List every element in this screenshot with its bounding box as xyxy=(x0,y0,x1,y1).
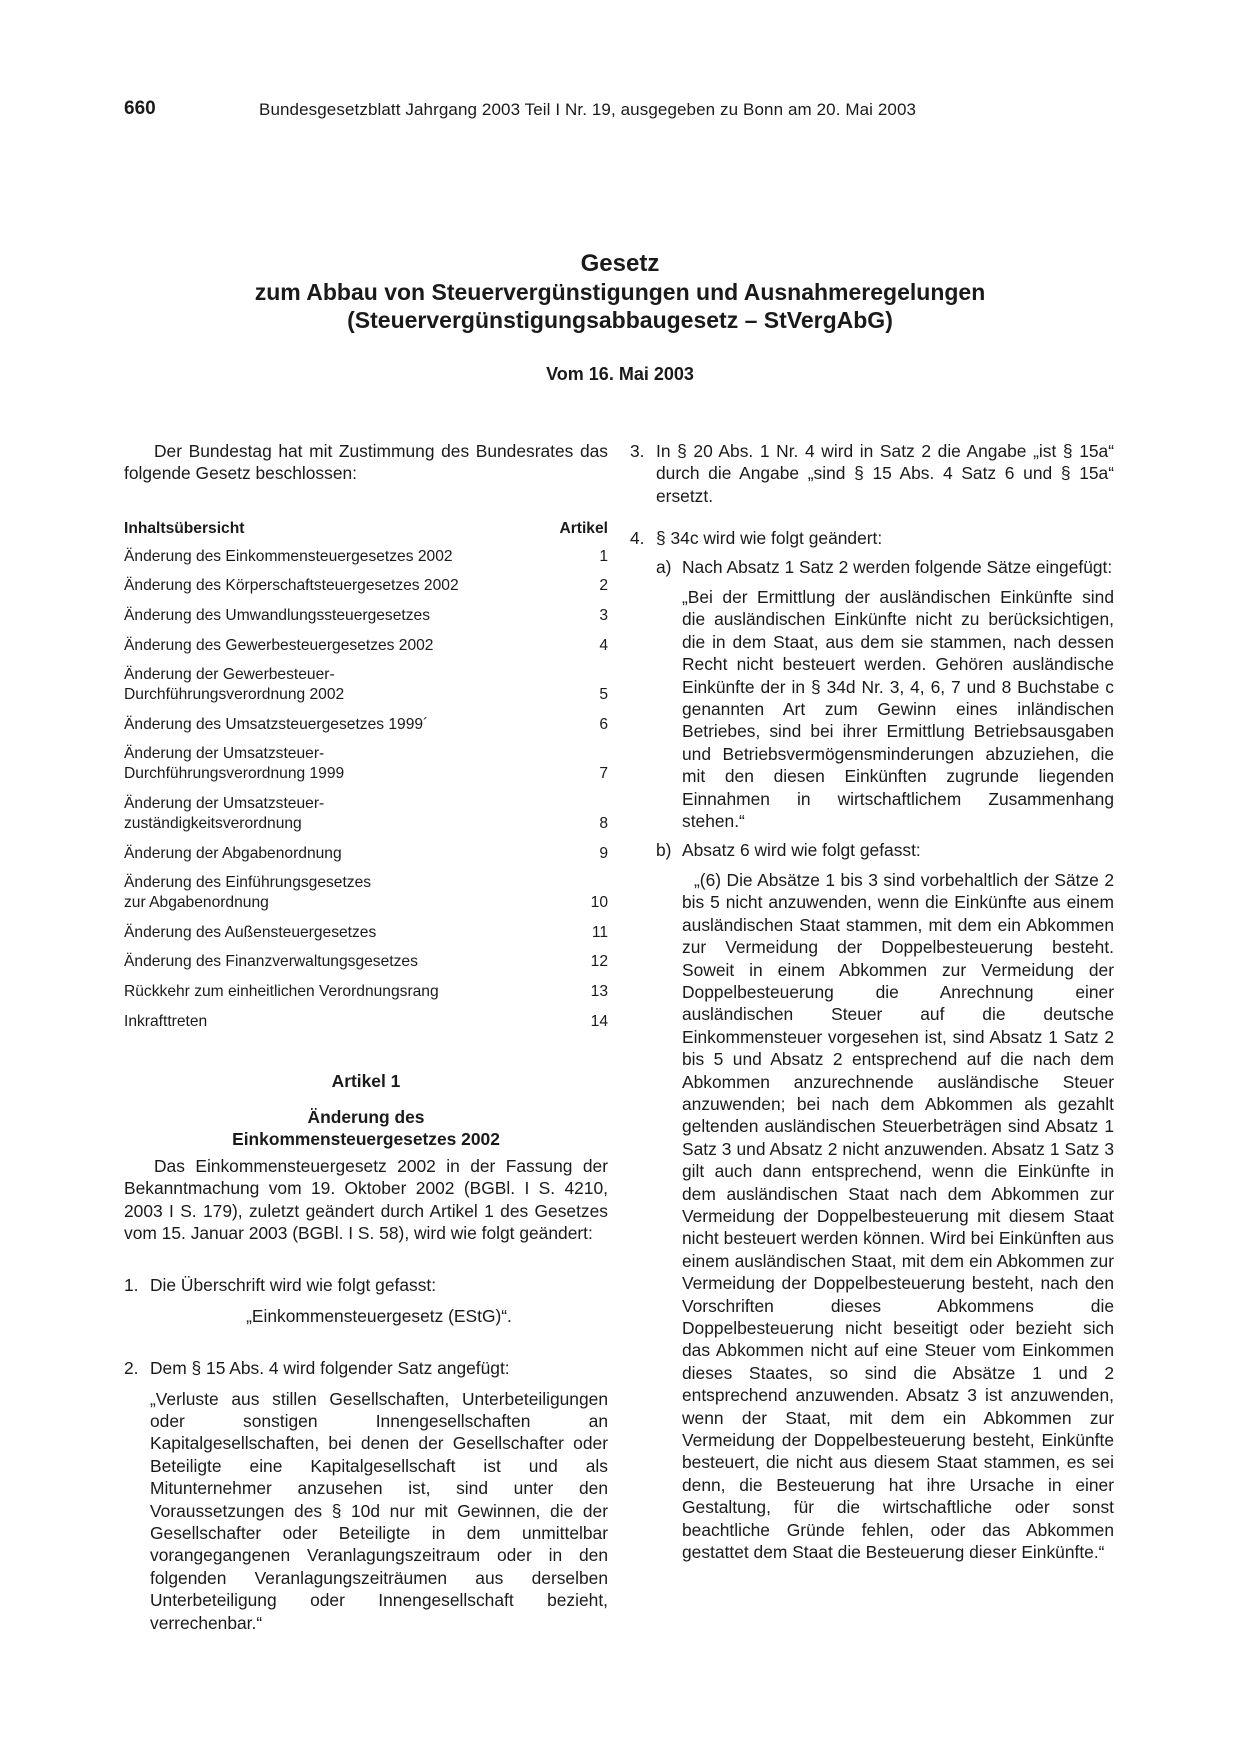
list-item xyxy=(124,1357,608,1634)
toc-row xyxy=(124,1012,608,1032)
sub-item-quote: „(6) Die Absätze 1 bis 3 sind vorbehaltlich der Sätze 2 bis 5 nicht anzuwenden, wenn die Einkünfte aus einem ausländischen Staat stammen, mit dem ein Abkommen zur Vermeidung der Doppelbesteuerung besteht. Soweit in einem Abkommen zur Vermeidung der Doppelbesteuerung die Anrechnung einer ausländischen Steuer auf die deutsche Einkommensteuer vorgesehen ist, sind Absatz 1 Satz 2 bis 5 und Absatz 2 entsprechend auf die nach dem Abkommen anzurechnende ausländische Steuer anzuwenden; bei nach dem Abkommen als gezahlt geltenden ausländischen Steuerbeträgen sind Absatz 1 Satz 3 und Absatz 2 nicht anzuwenden. Absatz 1 Satz 3 gilt auch dann entsprechend, wenn die Einkünfte in dem ausländischen Staat nach dem Abkommen zur Vermeidung der Doppelbesteuerung mit diesem Staat nicht besteuert werden können. Wird bei Einkünften aus einem ausländischen Staat, mit dem ein Abkommen zur Vermeidung der Doppelbesteuerung besteht, nach den Vorschriften dieses Abkommens die Doppelbesteuerung nicht beseitigt oder bezieht sich das Abkommen nicht auf eine Steuer vom Einkommen dieses Staates, so sind die Absätze 1 und 2 entsprechend anzuwenden. Absatz 3 ist anzuwenden, wenn der Staat, mit dem ein Abkommen zur Vermeidung der Doppelbesteuerung besteht, Einkünfte besteuert, die nicht aus diesem Staat stammen, es sei denn, die Besteuerung hat ihre Ursache in einer Gestaltung, für die wirtschaftliche oder sonst beachtliche Gründe fehlen, oder das Abkommen gestattet dem Staat die Besteuerung dieser Einkünfte.“ xyxy=(682,869,1114,1563)
toc-row xyxy=(124,873,608,913)
toc-label: Änderung des Finanzverwaltungsgesetzes xyxy=(124,953,418,971)
title-line-1: Gesetz xyxy=(580,250,660,277)
title-line-3: (Steuervergünstigungsabbaugesetz – StVergAbG) xyxy=(347,307,893,333)
toc-number: 13 xyxy=(590,982,608,1000)
item-marker: 2. xyxy=(124,1358,139,1379)
toc-label: Änderung der Umsatzsteuer-Durchführungsverordnung 1999 xyxy=(124,745,345,783)
sub-item-marker: a) xyxy=(656,556,672,577)
toc-label: Änderung des Umsatzsteuergesetzes 1999´ xyxy=(124,715,429,733)
preamble: Der Bundestag hat mit Zustimmung des Bundesrates das folgende Gesetz beschlossen: xyxy=(124,441,608,484)
item-text: In § 20 Abs. 1 Nr. 4 wird in Satz 2 die Angabe „ist § 15a“ durch die Angabe „sind § 15 Abs. 4 Satz 6 und § 15a“ ersetzt. xyxy=(656,441,1114,506)
toc-header xyxy=(124,519,608,539)
toc-row xyxy=(124,547,608,567)
toc-number: 12 xyxy=(590,953,608,971)
toc-row xyxy=(124,715,608,735)
right-column xyxy=(630,440,1114,1564)
toc-number: 8 xyxy=(599,814,608,832)
toc-label: Änderung des Gewerbesteuergesetzes 2002 xyxy=(124,636,434,654)
item-quote: „Verluste aus stillen Gesellschaften, Unterbeteiligungen oder sonstigen Innengesellschaften an Kapitalgesellschaften, bei denen der Gesellschafter oder Beteiligte eine Kapitalgesellschaft ist und als Mitunternehmer anzusehen ist, sind unter den Voraussetzungen des § 10d nur mit Gewinnen, die der Gesellschafter oder Beteiligte in dem unmittelbar vorangegangenen Veranlagungszeitraum oder in den folgenden Veranlagungszeiträumen aus derselben Unterbeteiligung oder Innengesellschaft bezieht, verrechenbar.“ xyxy=(150,1388,608,1633)
list-item xyxy=(124,1274,608,1327)
article-heading xyxy=(124,1070,608,1151)
article-intro: Das Einkommensteuergesetz 2002 in der Fassung der Bekanntmachung vom 19. Oktober 2002 (BGBl. I S. 4210, 2003 I S. 179), zuletzt geändert durch Artikel 1 des Gesetzes vom 15. Januar 2003 (BGBl. I S. 58), wird wie folgt geändert: xyxy=(124,1155,608,1243)
item-marker: 4. xyxy=(630,528,645,549)
toc-heading-right: Artikel xyxy=(559,519,608,537)
item-marker: 3. xyxy=(630,441,645,461)
toc-row xyxy=(124,744,608,784)
item-quote: „Einkommensteuergesetz (EStG)“. xyxy=(246,1305,512,1326)
toc-number: 14 xyxy=(590,1012,608,1030)
item-text: § 34c wird wie folgt geändert: xyxy=(656,528,883,549)
toc-row xyxy=(124,665,608,705)
sub-item-text: Nach Absatz 1 Satz 2 werden folgende Sätze eingefügt: xyxy=(682,556,1113,577)
toc-number: 3 xyxy=(599,607,608,624)
toc-row xyxy=(124,576,608,596)
item-marker: 1. xyxy=(124,1275,139,1296)
toc-row xyxy=(124,982,608,1002)
toc-row xyxy=(124,923,608,943)
toc-label: Änderung des Außensteuergesetzes xyxy=(124,923,377,941)
toc-number: 9 xyxy=(599,844,608,862)
sub-list-item xyxy=(656,839,1114,1564)
list-item xyxy=(630,440,1114,507)
toc-row xyxy=(124,844,608,864)
sub-item-marker: b) xyxy=(656,839,672,860)
item-text: Dem § 15 Abs. 4 wird folgender Satz angefügt: xyxy=(150,1358,510,1379)
toc-row xyxy=(124,952,608,972)
sub-item-text: Absatz 6 wird wie folgt gefasst: xyxy=(682,839,921,860)
toc-label: Änderung der Abgabenordnung xyxy=(124,844,342,862)
sub-list-item xyxy=(656,556,1114,833)
running-head: Bundesgesetzblatt Jahrgang 2003 Teil I Nr. 19, ausgegeben zu Bonn am 20. Mai 2003 xyxy=(259,100,917,119)
toc-number: 5 xyxy=(599,686,608,704)
toc-label: Änderung des Umwandlungssteuergesetzes xyxy=(124,607,430,624)
toc-label: Inkrafttreten xyxy=(124,1012,208,1030)
title-line-2: zum Abbau von Steuervergünstigungen und Ausnahmeregelungen xyxy=(254,279,986,305)
list-item xyxy=(630,527,1114,1563)
toc-row xyxy=(124,794,608,834)
page-number: 660 xyxy=(124,98,156,119)
toc-number: 7 xyxy=(599,765,608,783)
sub-item-quote: „Bei der Ermittlung der ausländischen Einkünfte sind die ausländischen Einkünfte nicht zu berücksichtigen, die in dem Staat, aus dem sie stammen, nach dessen Recht nicht besteuert werden. Gehören ausländische Einkünfte der in § 34d Nr. 3, 4, 6, 7 und 8 Buchstabe c genannten Art zum Gewinn eines inländischen Betriebes, sind bei ihrer Ermittlung Betriebsausgaben und Betriebsvermögensminderungen abzuziehen, die mit den diesen Einkünften zugrunde liegenden Einnahmen in wirtschaftlichem Zusammenhang stehen.“ xyxy=(682,587,1114,832)
left-column xyxy=(124,440,608,1634)
date-line: Vom 16. Mai 2003 xyxy=(546,364,694,384)
title-block xyxy=(0,250,1240,334)
article-title-line-2: Einkommensteuergesetzes 2002 xyxy=(232,1129,500,1150)
toc-heading: Inhaltsübersicht xyxy=(124,519,245,537)
table-of-contents xyxy=(124,519,608,1032)
toc-number: 11 xyxy=(591,923,608,941)
toc-number: 10 xyxy=(590,894,608,912)
toc-label: Rückkehr zum einheitlichen Verordnungsrang xyxy=(124,982,439,1000)
toc-row xyxy=(124,636,608,656)
article-number: Artikel 1 xyxy=(331,1070,401,1091)
item-text: Die Überschrift wird wie folgt gefasst: xyxy=(150,1275,437,1296)
toc-label: Änderung des Einkommensteuergesetzes 2002 xyxy=(124,547,453,565)
toc-label: Änderung der Gewerbesteuer-Durchführungsverordnung 2002 xyxy=(124,666,345,704)
toc-number: 4 xyxy=(599,636,608,654)
article-title-line-1: Änderung des xyxy=(307,1106,425,1127)
toc-label: Änderung des Einführungsgesetzes zur Abgabenordnung xyxy=(124,874,372,912)
toc-number: 2 xyxy=(599,577,608,595)
toc-row xyxy=(124,606,608,626)
toc-label: Änderung des Körperschaftsteuergesetzes 2002 xyxy=(124,577,459,595)
toc-number: 1 xyxy=(599,547,608,565)
toc-label: Änderung der Umsatzsteuer-zuständigkeitsverordnung xyxy=(124,794,325,832)
toc-number: 6 xyxy=(599,715,608,733)
